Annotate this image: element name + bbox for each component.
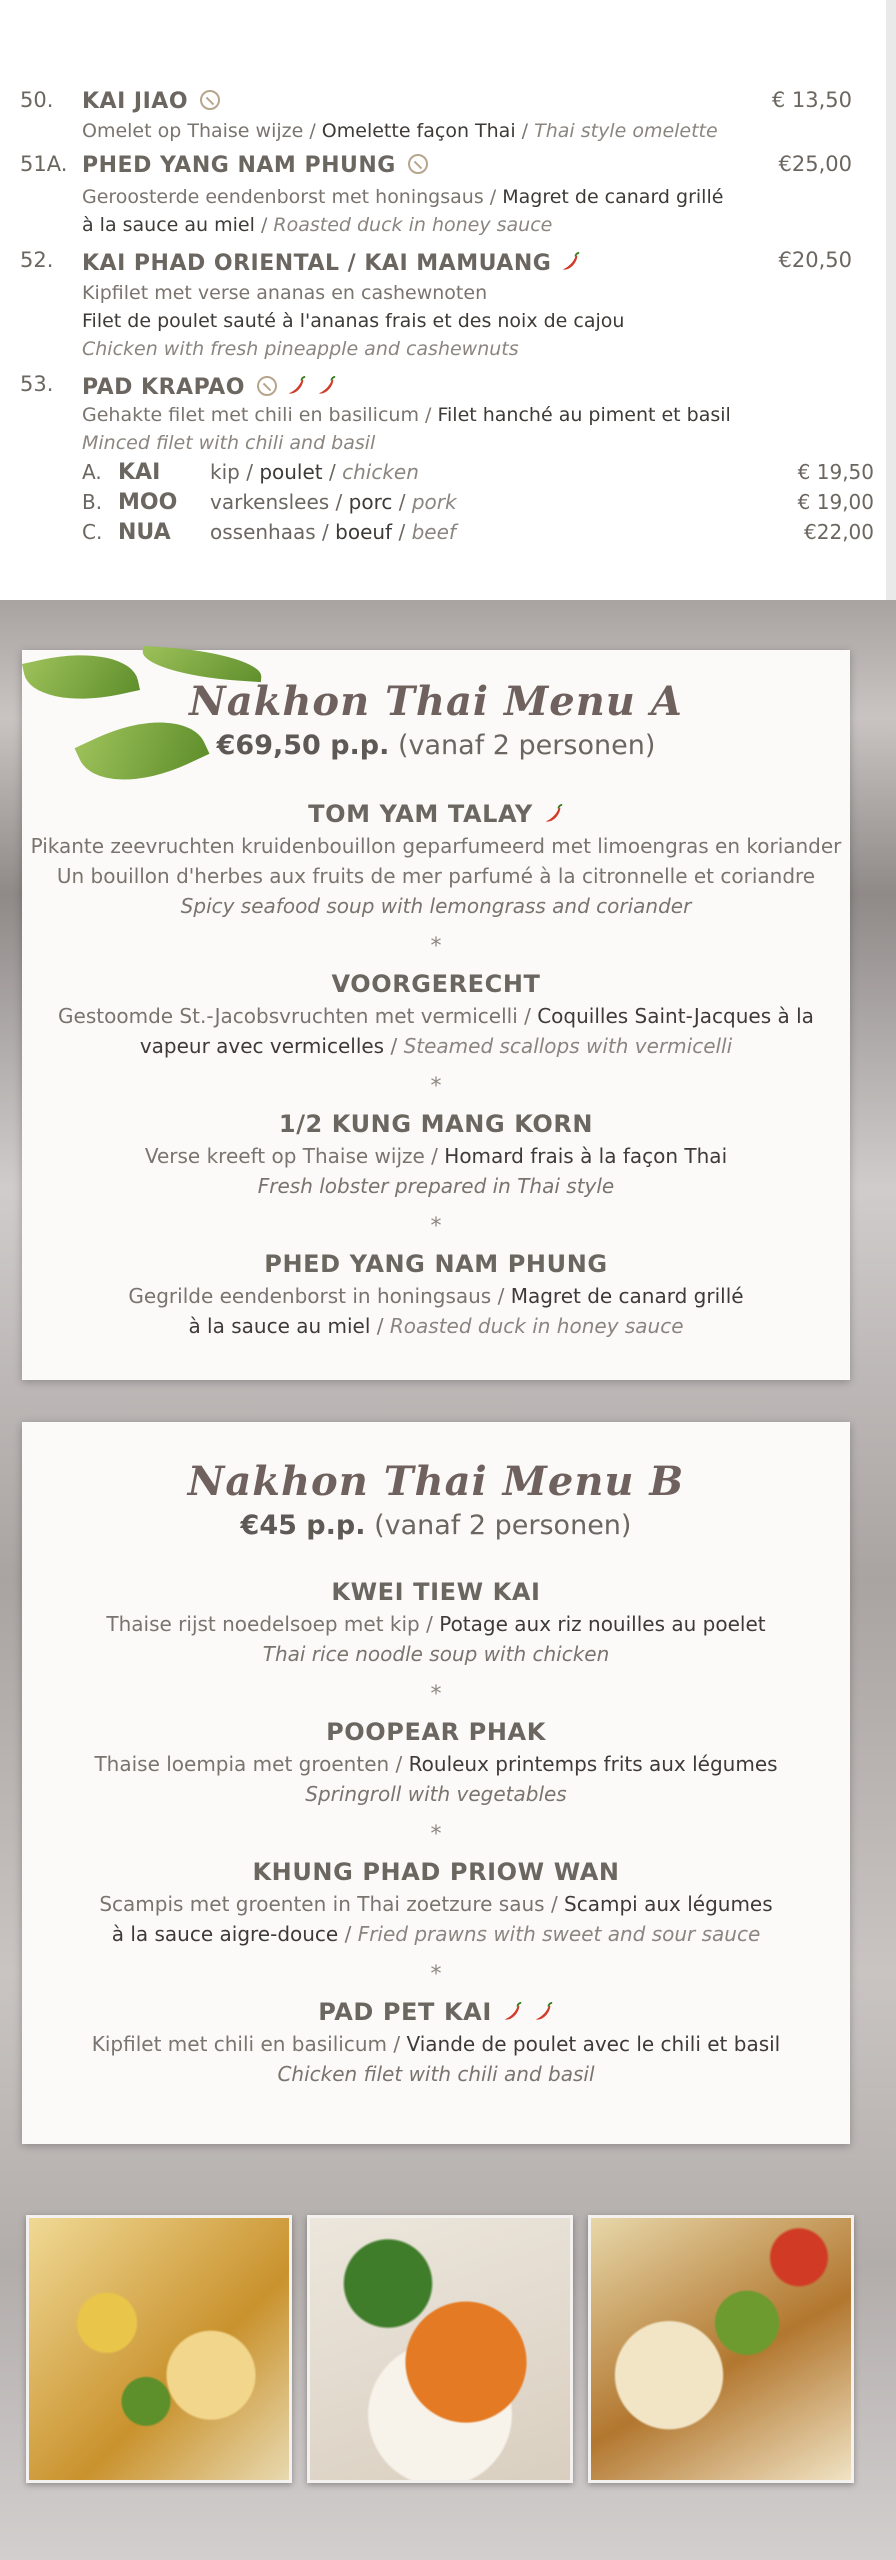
course-separator: * <box>430 1682 442 1707</box>
dish-price: €25,00 <box>778 152 852 176</box>
desc-en: beef <box>411 520 456 544</box>
menu-persons: (vanaf 2 personen) <box>397 730 656 761</box>
menu-price: €69,50 p.p. <box>216 730 390 761</box>
course-separator: * <box>430 1962 442 1987</box>
separator-slash: / <box>398 520 406 544</box>
papaya-salad-photo <box>588 2215 854 2483</box>
dish-description <box>82 432 375 454</box>
variant-name: NUA <box>118 520 171 545</box>
dish-number: 52. <box>20 248 54 272</box>
separator-slash: / <box>489 186 497 208</box>
course-desc-en: Fresh lobster prepared in Thai style <box>257 1174 615 1198</box>
course-desc: Gestoomde St.-Jacobsvruchten met vermicelli / Coquilles Saint-Jacques à la <box>58 1004 814 1028</box>
course-title: KHUNG PHAD PRIOW WAN <box>252 1858 620 1886</box>
course-separator: * <box>430 1822 442 1847</box>
separator-slash: / <box>260 214 268 236</box>
course-desc-fr: Un bouillon d'herbes aux fruits de mer parfumé à la citronnelle et coriandre <box>56 864 816 888</box>
menu-b-card <box>22 1422 850 2144</box>
chili-pepper-icon <box>532 2001 554 2023</box>
dish-description <box>82 404 731 426</box>
dish-description <box>82 214 552 236</box>
desc-en: Chicken with fresh pineapple and cashewnuts <box>82 338 519 360</box>
variant-letter: C. <box>82 520 103 544</box>
desc-nl: varkenslees <box>210 490 330 514</box>
dish-description <box>82 310 624 332</box>
menu-a-price-line <box>22 730 850 761</box>
course-desc-nl: Pikante zeevruchten kruidenbouillon geparfumeerd met limoengras en koriander <box>30 834 842 858</box>
variant-row <box>82 490 874 515</box>
desc-nl: kip <box>210 460 240 484</box>
dish-price: € 13,50 <box>771 88 852 112</box>
course-title: POOPEAR PHAK <box>326 1718 546 1746</box>
separator-slash: / <box>521 120 529 142</box>
variant-name: MOO <box>118 490 178 515</box>
desc-en: Thai style omelette <box>534 120 718 142</box>
dish-list <box>0 0 896 600</box>
course-desc-en: Springroll with vegetables <box>305 1782 567 1806</box>
pad-thai-photo <box>26 2215 292 2483</box>
desc-nl: Geroosterde eendenborst met honingsaus <box>82 186 484 208</box>
chili-pepper-icon <box>315 375 337 397</box>
course-separator: * <box>430 934 442 959</box>
dish-number: 50. <box>20 88 54 112</box>
chili-pepper-icon <box>559 251 581 273</box>
separator-slash: / <box>335 490 343 514</box>
course-desc-en: Thai rice noodle soup with chicken <box>262 1642 610 1666</box>
desc-fr: à la sauce au miel <box>82 214 255 236</box>
separator-slash: / <box>328 460 336 484</box>
desc-fr: Magret de canard grillé <box>502 186 724 208</box>
desc-fr: porc <box>348 490 393 514</box>
desc-fr: Omelette façon Thai <box>321 120 516 142</box>
desc-fr: Filet hanché au piment et basil <box>437 404 731 426</box>
course-desc: vapeur avec vermicelles / Steamed scallops with vermicelli <box>139 1034 733 1058</box>
variant-name: KAI <box>118 460 161 485</box>
menu-a-card <box>22 650 850 1380</box>
course-desc: Thaise rijst noedelsoep met kip / Potage aux riz nouilles au poelet <box>106 1612 766 1636</box>
dish-description <box>82 186 723 208</box>
menu-persons: (vanaf 2 personen) <box>374 1510 632 1541</box>
dish-number: 53. <box>20 372 54 396</box>
red-curry-photo <box>307 2215 573 2483</box>
separator-slash: / <box>309 120 316 142</box>
separator-slash: / <box>322 520 329 544</box>
course-desc-en: Chicken filet with chili and basil <box>277 2062 595 2086</box>
desc-nl: ossenhaas <box>210 520 316 544</box>
chili-pepper-icon <box>285 375 307 397</box>
variant-price: € 19,00 <box>797 490 874 514</box>
dish-name: KAI PHAD ORIENTAL / KAI MAMUANG <box>82 251 552 276</box>
vegetarian-icon <box>408 154 428 174</box>
course-desc: Scampis met groenten in Thai zoetzure saus / Scampi aux légumes <box>99 1892 773 1916</box>
dish-number: 51A. <box>20 152 68 176</box>
vegetarian-icon <box>257 376 277 396</box>
chili-pepper-icon <box>501 2001 523 2023</box>
variant-price: €22,00 <box>804 520 874 544</box>
desc-fr: poulet <box>259 460 323 484</box>
chili-pepper-icon <box>542 803 564 825</box>
course-separator: * <box>430 1214 442 1239</box>
menu-price: €45 p.p. <box>240 1510 366 1541</box>
dish-name: PAD KRAPAO <box>82 375 245 400</box>
dish-description <box>82 282 487 304</box>
menu-b-title: Nakhon Thai Menu B <box>187 1458 685 1505</box>
dish-description <box>82 120 718 142</box>
desc-nl: Gehakte filet met chili en basilicum <box>82 404 419 426</box>
course-desc: Gegrilde eendenborst in honingsaus / Magret de canard grillé <box>128 1284 744 1308</box>
course-title: KWEI TIEW KAI <box>331 1578 541 1606</box>
course-desc: Kipfilet met chili en basilicum / Viande de poulet avec le chili et basil <box>91 2032 781 2056</box>
variant-row <box>82 520 874 545</box>
desc-fr: Filet de poulet sauté à l'ananas frais et des noix de cajou <box>82 310 625 332</box>
variant-price: € 19,50 <box>797 460 874 484</box>
desc-nl: Omelet op Thaise wijze <box>82 120 304 142</box>
desc-nl: Kipfilet met verse ananas en cashewnoten <box>82 282 488 304</box>
course-desc: à la sauce aigre-douce / Fried prawns with sweet and sour sauce <box>111 1922 761 1946</box>
desc-en: Minced filet with chili and basil <box>82 432 376 454</box>
desc-en: chicken <box>342 460 419 484</box>
variant-letter: B. <box>82 490 103 514</box>
course-separator: * <box>430 1074 442 1099</box>
vegetarian-icon <box>200 90 220 110</box>
dish-name: PHED YANG NAM PHUNG <box>82 153 396 178</box>
separator-slash: / <box>246 460 253 484</box>
course-title: VOORGERECHT <box>331 970 541 998</box>
course-title: PAD PET KAI <box>22 1998 850 2026</box>
separator-slash: / <box>425 404 432 426</box>
separator-slash: / <box>398 490 406 514</box>
course-desc: Thaise loempia met groenten / Rouleux printemps frits aux légumes <box>94 1752 778 1776</box>
course-title: PHED YANG NAM PHUNG <box>264 1250 608 1278</box>
course-title: 1/2 KUNG MANG KORN <box>278 1110 594 1138</box>
basil-leaf-decoration <box>141 646 263 682</box>
variant-row <box>82 460 874 485</box>
dish-price: €20,50 <box>778 248 852 272</box>
desc-en: pork <box>411 490 457 514</box>
desc-fr: boeuf <box>335 520 393 544</box>
dish-description <box>82 338 519 360</box>
page-edge <box>886 0 896 600</box>
dish-name: KAI JIAO <box>82 89 189 114</box>
desc-en: Roasted duck in honey sauce <box>273 214 553 236</box>
course-desc-en: Spicy seafood soup with lemongrass and coriander <box>180 894 692 918</box>
variant-letter: A. <box>82 460 102 484</box>
menu-a-title: Nakhon Thai Menu A <box>189 678 683 725</box>
course-desc: Verse kreeft op Thaise wijze / Homard frais à la façon Thai <box>144 1144 728 1168</box>
course-title: TOM YAM TALAY <box>22 800 850 828</box>
menu-b-price-line <box>22 1510 850 1541</box>
course-desc: à la sauce au miel / Roasted duck in honey sauce <box>188 1314 684 1338</box>
